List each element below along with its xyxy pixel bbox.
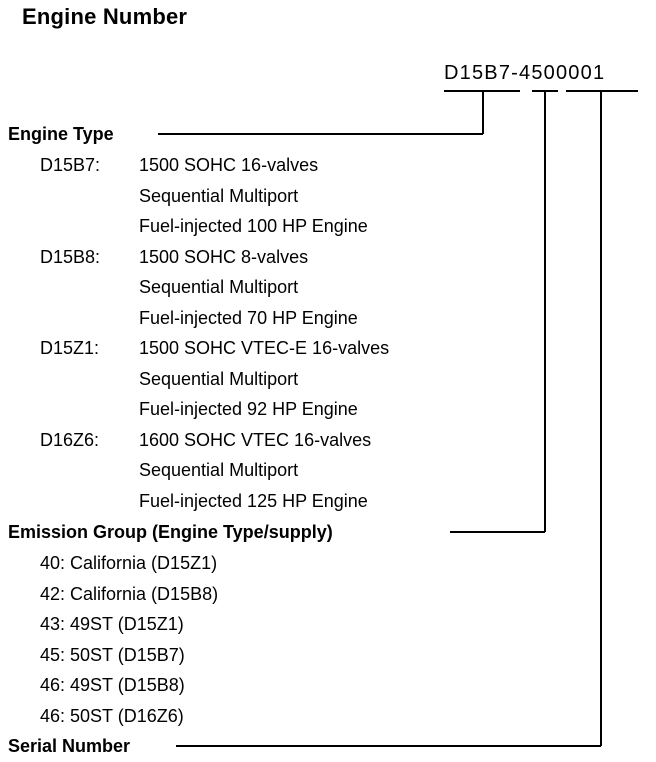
engine-type-line: Fuel-injected 70 HP Engine <box>139 308 358 328</box>
engine-type-line: 1500 SOHC 8-valves <box>139 247 309 267</box>
engine-type-line: Fuel-injected 125 HP Engine <box>139 491 368 511</box>
emission-group-heading: Emission Group (Engine Type/supply) <box>8 522 333 542</box>
engine-type-line: Fuel-injected 92 HP Engine <box>139 399 358 419</box>
engine-type-line: 1600 SOHC VTEC 16-valves <box>139 430 372 450</box>
serial-number-heading: Serial Number <box>8 736 131 756</box>
emission-group-item: 45: 50ST (D15B7) <box>40 645 185 665</box>
emission-group-item: 42: California (D15B8) <box>40 584 219 604</box>
engine-type-code-d15b7: D15B7: <box>40 155 101 175</box>
emission-group-item: 46: 49ST (D15B8) <box>40 675 185 695</box>
engine-type-line: Sequential Multiport <box>139 277 299 297</box>
engine-type-heading: Engine Type <box>8 124 114 144</box>
engine-type-line: 1500 SOHC VTEC-E 16-valves <box>139 338 390 358</box>
emission-group-item: 40: California (D15Z1) <box>40 553 218 573</box>
engine-type-line: 1500 SOHC 16-valves <box>139 155 319 175</box>
engine-type-line: Sequential Multiport <box>139 186 299 206</box>
engine-number-code: D15B7-4500001 <box>444 62 606 84</box>
engine-type-line: Sequential Multiport <box>139 369 299 389</box>
engine-type-code-d15b8: D15B8: <box>40 247 101 267</box>
engine-type-line: Fuel-injected 100 HP Engine <box>139 216 368 236</box>
engine-type-code-d15z1: D15Z1: <box>40 338 100 358</box>
page-title: Engine Number <box>22 4 188 29</box>
emission-group-item: 46: 50ST (D16Z6) <box>40 706 184 726</box>
engine-type-line: Sequential Multiport <box>139 460 299 480</box>
engine-type-code-d16z6: D16Z6: <box>40 430 100 450</box>
emission-group-item: 43: 49ST (D15Z1) <box>40 614 184 634</box>
